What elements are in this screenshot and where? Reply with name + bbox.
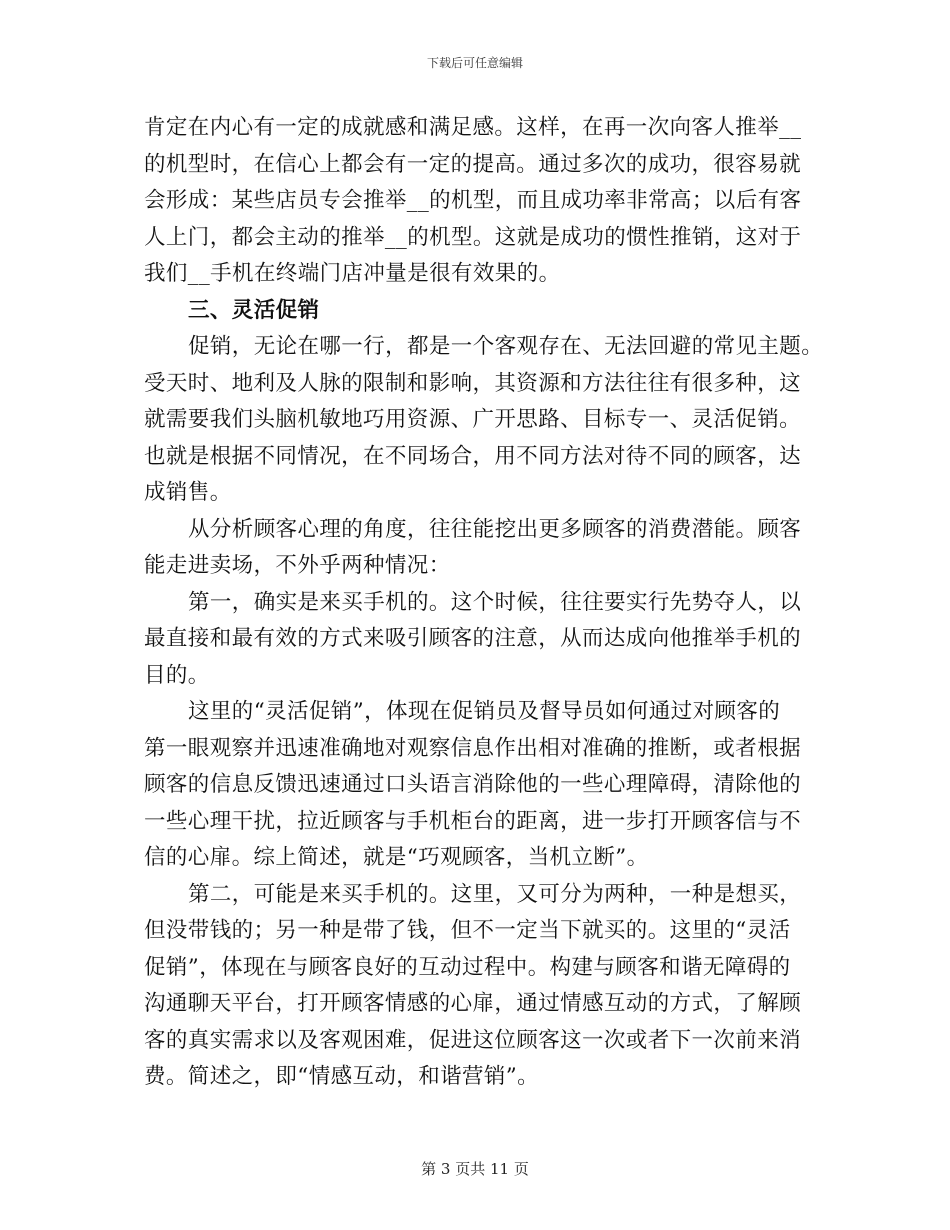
text-line: 人上门，都会主动的推举__的机型。这就是成功的惯性推销，这对于 — [144, 224, 802, 250]
text-line: 成销售。 — [144, 480, 232, 505]
text-line: 就需要我们头脑机敏地巧用资源、广开思路、目标专一、灵活促销。 — [144, 407, 802, 432]
text-line: 会形成：某些店员专会推举__的机型，而且成功率非常高；以后有客 — [144, 188, 802, 213]
text-line: 也就是根据不同情况，在不同场合，用不同方法对待不同的顾客，达 — [144, 443, 802, 469]
page-footer: 第 3 页共 11 页 — [421, 1160, 529, 1178]
text-line: 费。简述之，即“情感互动，和谐营销”。 — [144, 1064, 540, 1089]
text-line: 一些心理干扰，拉近顾客与手机柜台的距离，进一步打开顾客信与不 — [144, 808, 802, 834]
text-line: 沟通聊天平台，打开顾客情感的心扉，通过情感互动的方式，了解顾 — [144, 991, 802, 1016]
text-line: 第一，确实是来买手机的。这个时候，往往要实行先势夺人，以 — [188, 589, 802, 615]
section-heading: 三、灵活促销 — [188, 297, 320, 323]
text-line: 客的真实需求以及客观困难，促进这位顾客这一次或者下一次前来消 — [144, 1027, 802, 1053]
text-line: 从分析顾客心理的角度，往往能挖出更多顾客的消费潜能。顾客 — [188, 516, 802, 542]
text-line: 的机型时，在信心上都会有一定的提高。通过多次的成功，很容易就 — [144, 151, 802, 177]
page-header: 下载后可任意编辑 — [426, 56, 523, 70]
text-line: 顾客的信息反馈迅速通过口头语言消除他的一些心理障碍，清除他的 — [144, 772, 802, 797]
text-line: 促销，无论在哪一行，都是一个客观存在、无法回避的常见主题。 — [188, 334, 824, 359]
text-line: 我们__手机在终端门店冲量是很有效果的。 — [144, 261, 561, 286]
text-line: 目的。 — [144, 662, 210, 688]
document-body — [144, 110, 824, 1096]
text-line: 最直接和最有效的方式来吸引顾客的注意，从而达成向他推举手机的 — [144, 626, 802, 651]
text-line: 但没带钱的；另一种是带了钱，但不一定当下就买的。这里的“灵活 — [144, 918, 791, 943]
text-line: 促销”，体现在与顾客良好的互动过程中。构建与顾客和谐无障碍的 — [144, 954, 791, 980]
text-line: 这里的“灵活促销”，体现在促销员及督导员如何通过对顾客的 — [188, 699, 781, 724]
text-line: 第二，可能是来买手机的。这里，又可分为两种，一种是想买， — [188, 881, 802, 907]
text-line: 肯定在内心有一定的成就感和满足感。这样，在再一次向客人推举__ — [144, 115, 802, 140]
text-line: 信的心扉。综上简述，就是“巧观顾客，当机立断”。 — [144, 845, 649, 870]
text-line: 第一眼观察并迅速准确地对观察信息作出相对准确的推断，或者根据 — [144, 735, 802, 761]
text-line: 受天时、地利及人脉的限制和影响，其资源和方法往往有很多种，这 — [144, 370, 802, 396]
text-line: 能走进卖场，不外乎两种情况： — [144, 553, 451, 578]
